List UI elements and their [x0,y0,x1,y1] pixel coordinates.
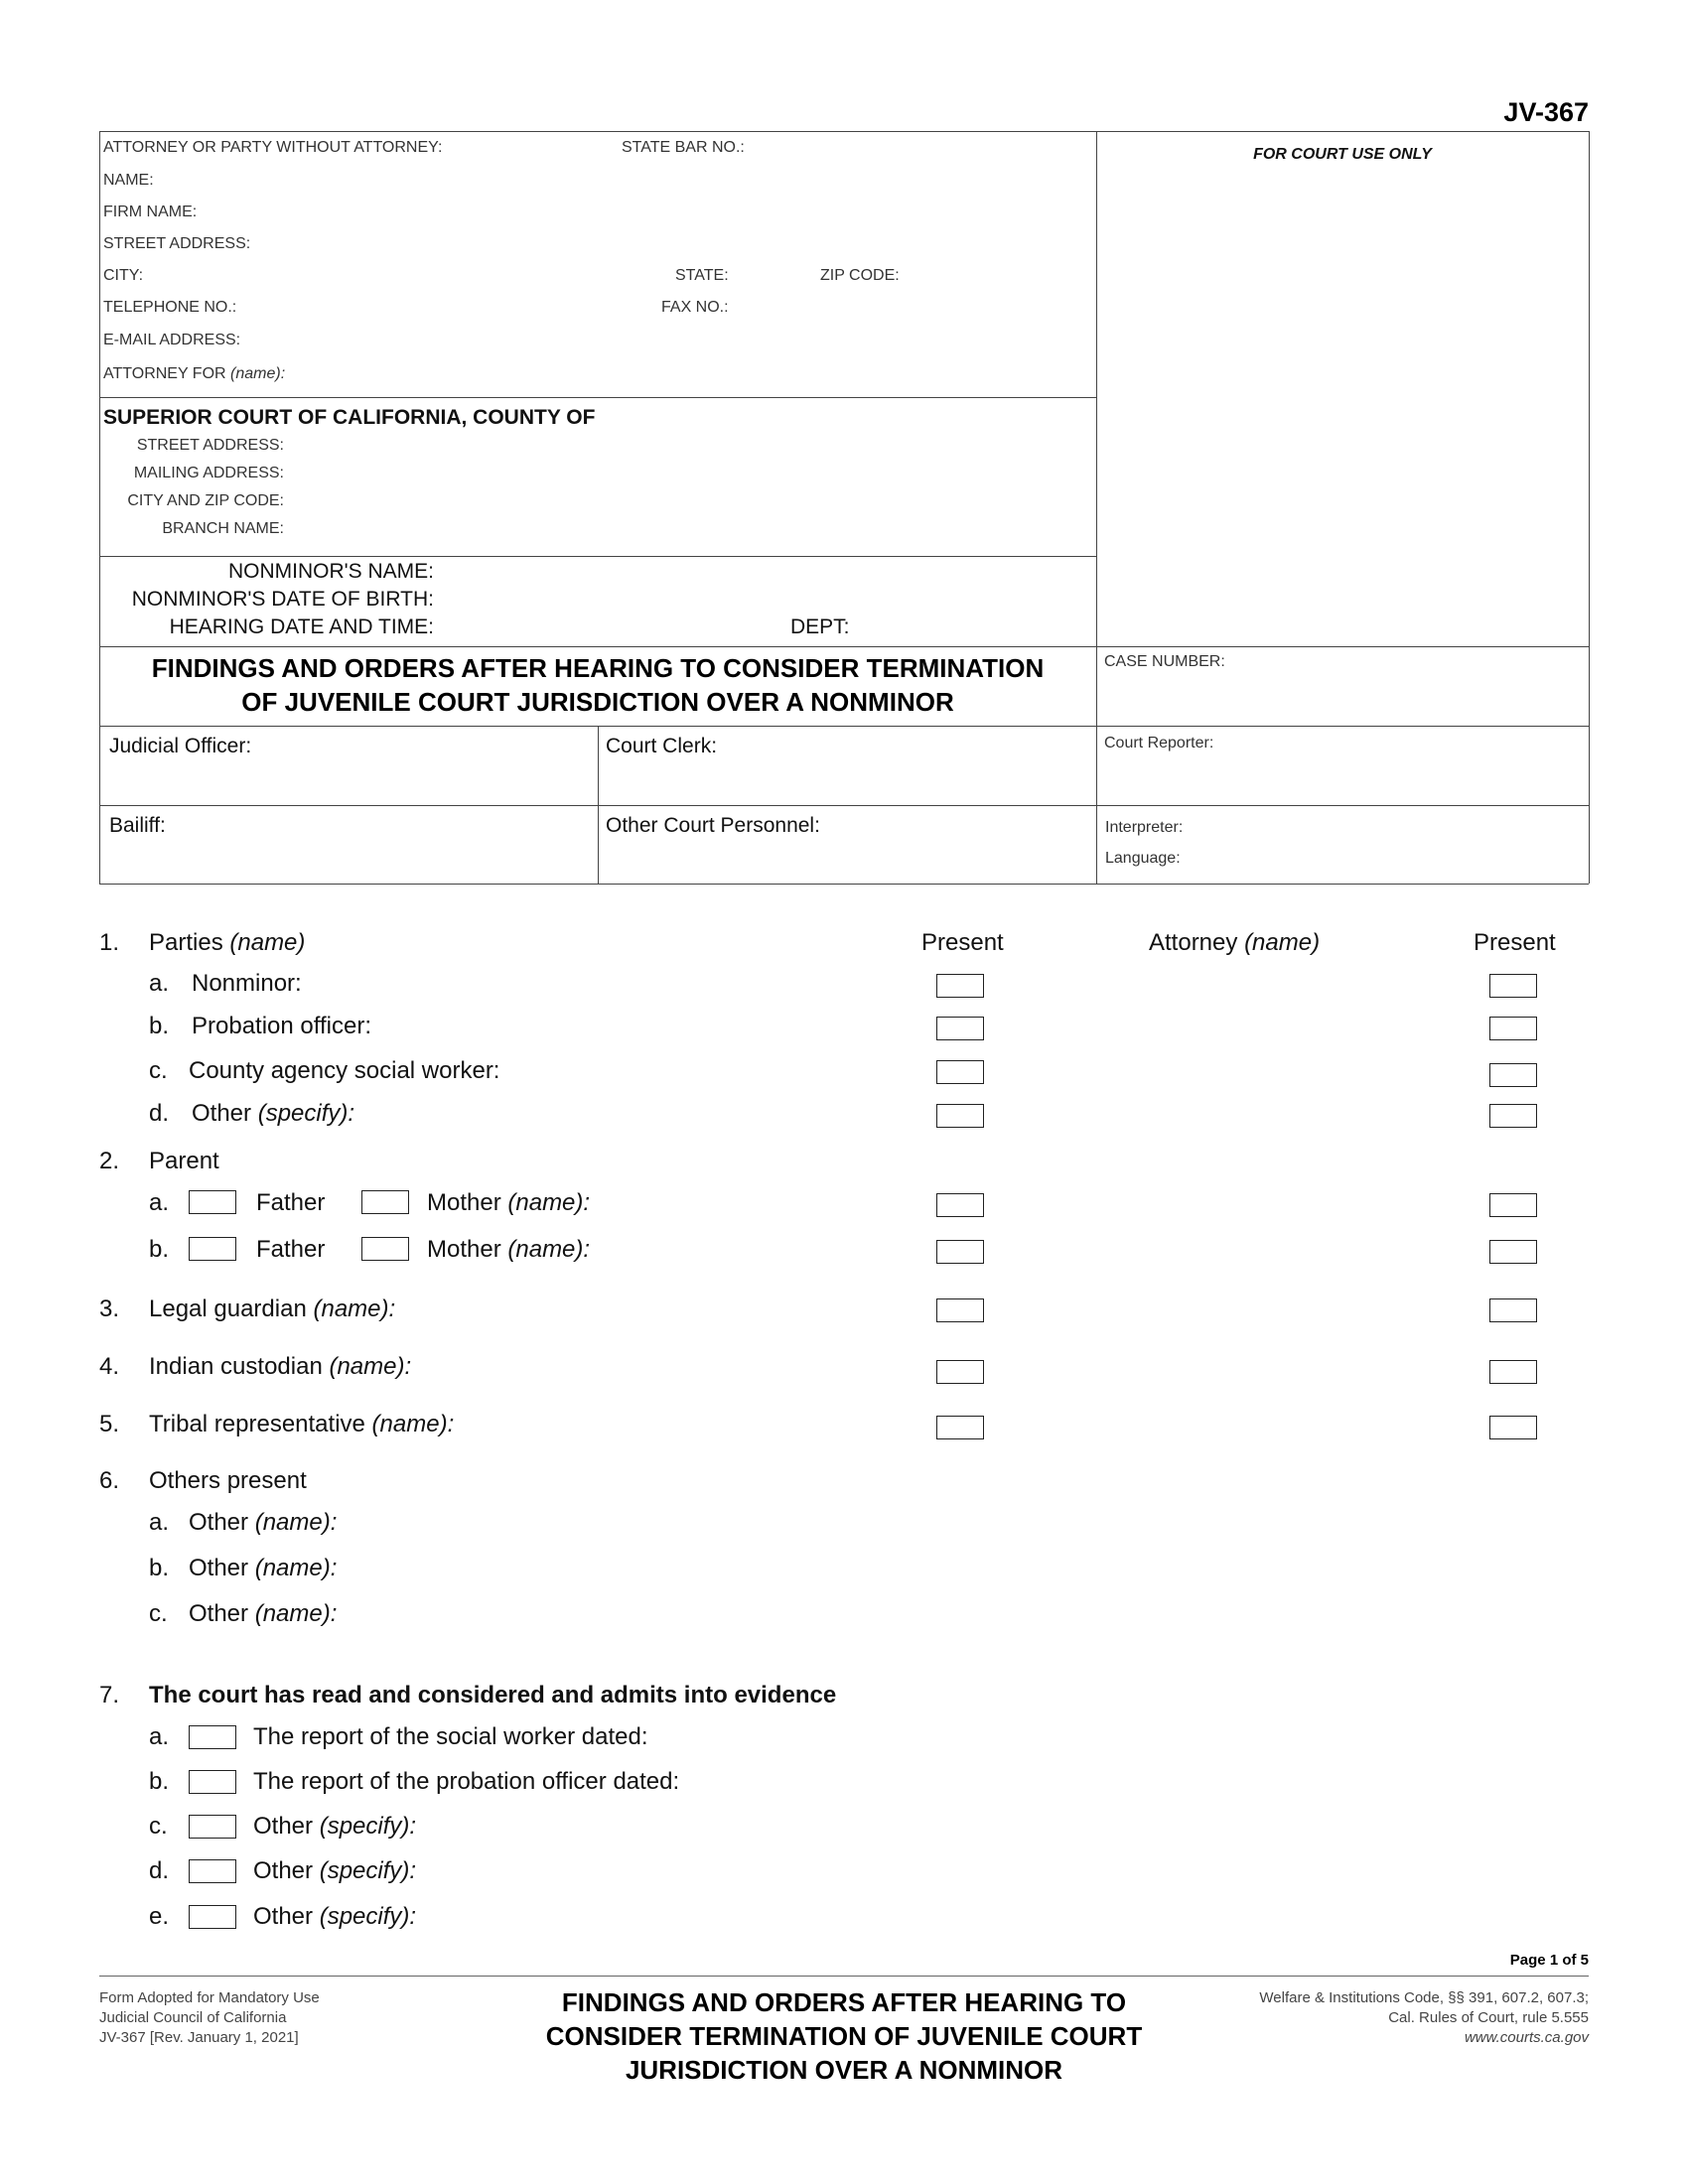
zip-label: ZIP CODE: [820,267,900,284]
section-6-number: 6. [99,1467,120,1494]
item-letter: a. [149,1723,170,1750]
father-b-checkbox[interactable] [189,1237,236,1261]
footer-right-line1: Welfare & Institutions Code, §§ 391, 607.2, 607.3; [1259,1989,1589,2006]
section-5-number: 5. [99,1411,120,1437]
attorney-label: ATTORNEY OR PARTY WITHOUT ATTORNEY: [103,139,443,156]
item-letter: d. [149,1857,170,1884]
parent-b-present-checkbox[interactable] [936,1240,984,1264]
other-text: Other [189,1509,249,1536]
page-number: Page 1 of 5 [1509,1952,1589,1969]
bailiff-label: Bailiff: [109,814,166,837]
social-worker-report-label: The report of the social worker dated: [253,1723,648,1750]
footer-right [1132,1988,1589,2048]
evidence-other-d-label [253,1857,416,1885]
parent-a-attorney-present-checkbox[interactable] [1489,1193,1537,1217]
fax-label: FAX NO.: [661,299,729,316]
social-worker-present-checkbox[interactable] [936,1060,984,1084]
court-use-label: FOR COURT USE ONLY [1253,146,1432,163]
street-label: STREET ADDRESS: [103,235,251,252]
court-reporter-label: Court Reporter: [1104,735,1214,751]
specify-hint: (specify): [319,1813,417,1840]
footer-left-line2: Judicial Council of California [99,2009,287,2026]
specify-hint: (specify): [257,1100,355,1127]
divider [99,805,1589,806]
courts-website-link[interactable]: www.courts.ca.gov [1464,2029,1589,2046]
item-letter: a. [149,970,170,997]
indian-custodian-attorney-present-checkbox[interactable] [1489,1360,1537,1384]
divider [99,726,1589,727]
form-id: JV-367 [1503,97,1589,127]
name-hint: (name): [313,1296,396,1322]
section-1-label [149,929,305,957]
section-7-label: The court has read and considered and admits into evidence [149,1682,837,1708]
present2-column-header: Present [1474,929,1556,956]
item-letter: c. [149,1057,168,1084]
court-title: SUPERIOR COURT OF CALIFORNIA, COUNTY OF [103,406,596,429]
firm-label: FIRM NAME: [103,204,198,220]
judicial-officer-label: Judicial Officer: [109,735,252,757]
section-7-number: 7. [99,1682,120,1708]
name-hint: (name): [329,1353,412,1380]
other-present-c-label [189,1600,337,1628]
item-letter: c. [149,1813,168,1840]
other-text: Other [253,1857,314,1884]
evidence-other-e-label [253,1903,416,1931]
nonminor-present-checkbox[interactable] [936,974,984,998]
name-hint: (name): [254,1555,338,1581]
name-hint: (name): [371,1411,455,1437]
section-2-label: Parent [149,1148,219,1174]
legal-guardian-present-checkbox[interactable] [936,1298,984,1322]
nonminor-label: Nonminor: [192,970,302,997]
item-letter: a. [149,1189,170,1216]
parties-text: Parties [149,929,223,956]
probation-officer-label: Probation officer: [192,1013,371,1039]
footer-title [447,1985,1241,2087]
probation-officer-attorney-present-checkbox[interactable] [1489,1017,1537,1040]
form-title-line2: OF JUVENILE COURT JURISDICTION OVER A NONMINOR [241,687,954,717]
attorney-column-hint: (name) [1244,929,1321,956]
specify-hint: (specify): [319,1857,417,1884]
social-worker-label: County agency social worker: [189,1057,500,1084]
other-text: Other [253,1903,314,1930]
mother-b-checkbox[interactable] [361,1237,409,1261]
divider [1096,131,1097,884]
father-label: Father [256,1189,326,1216]
item-letter: e. [149,1903,170,1930]
other-text: Other [189,1555,249,1581]
hearing-label: HEARING DATE AND TIME: [169,615,434,638]
name-hint: (name): [507,1189,591,1216]
probation-report-label: The report of the probation officer dated: [253,1768,680,1795]
other-present-b-label [189,1555,337,1582]
other-personnel-label: Other Court Personnel: [606,814,820,837]
probation-officer-present-checkbox[interactable] [936,1017,984,1040]
divider [1589,131,1590,884]
email-label: E-MAIL ADDRESS: [103,332,241,348]
mother-a-checkbox[interactable] [361,1190,409,1214]
footer-title-line1: FINDINGS AND ORDERS AFTER HEARING TO [561,1987,1127,2017]
court-clerk-label: Court Clerk: [606,735,718,757]
attorney-for-label [103,365,285,383]
divider [99,646,1589,647]
tribal-rep-present-checkbox[interactable] [936,1416,984,1439]
section-1-number: 1. [99,929,120,956]
nonminor-name-label: NONMINOR'S NAME: [227,560,434,583]
father-label: Father [256,1236,326,1263]
footer-right-line2: Cal. Rules of Court, rule 5.555 [1388,2009,1589,2026]
form-title [99,651,1096,719]
other-text: Other [189,1600,249,1627]
divider [598,726,599,884]
attorney-for-text: ATTORNEY FOR [103,365,226,382]
case-number-label: CASE NUMBER: [1104,653,1225,670]
social-worker-attorney-present-checkbox[interactable] [1489,1063,1537,1087]
mailing-label: MAILING ADDRESS: [133,465,284,481]
legal-guardian-attorney-present-checkbox[interactable] [1489,1298,1537,1322]
other-party-label [192,1100,354,1128]
branch-label: BRANCH NAME: [162,520,284,537]
footer-left [99,1988,320,2048]
item-letter: b. [149,1013,170,1039]
specify-hint: (specify): [319,1903,417,1930]
attorney-column-header [1149,929,1320,957]
parent-a-present-checkbox[interactable] [936,1193,984,1217]
item-letter: c. [149,1600,168,1627]
name-hint: (name): [507,1236,591,1263]
other-text: Other [253,1813,314,1840]
item-letter: a. [149,1509,170,1536]
telephone-label: TELEPHONE NO.: [103,299,237,316]
mother-text: Mother [427,1236,501,1263]
item-letter: b. [149,1768,170,1795]
language-label: Language: [1105,850,1181,867]
indian-custodian-label [149,1353,411,1381]
item-letter: b. [149,1236,170,1263]
form-title-line1: FINDINGS AND ORDERS AFTER HEARING TO CONSIDER TERMINATION [151,653,1045,683]
section-2-number: 2. [99,1148,120,1174]
item-letter: d. [149,1100,170,1127]
nonminor-dob-label: NONMINOR'S DATE OF BIRTH: [131,588,434,611]
tribal-rep-text: Tribal representative [149,1411,365,1437]
footer-divider [99,1976,1589,1977]
mother-label [427,1236,590,1264]
state-label: STATE: [675,267,729,284]
footer-title-line2: CONSIDER TERMINATION OF JUVENILE COURT [545,2021,1143,2051]
section-4-number: 4. [99,1353,120,1380]
nonminor-attorney-present-checkbox[interactable] [1489,974,1537,998]
evidence-other-d-checkbox[interactable] [189,1859,236,1883]
tribal-rep-label [149,1411,454,1438]
evidence-other-c-checkbox[interactable] [189,1815,236,1839]
attorney-for-hint: (name): [230,365,286,382]
parent-b-attorney-present-checkbox[interactable] [1489,1240,1537,1264]
name-hint: (name): [254,1600,338,1627]
city-label: CITY: [103,267,144,284]
legal-guardian-label [149,1296,395,1323]
other-present-a-label [189,1509,337,1537]
attorney-column-text: Attorney [1149,929,1238,956]
state-bar-label: STATE BAR NO.: [622,139,745,156]
section-6-label: Others present [149,1467,307,1494]
present-column-header: Present [921,929,1004,956]
divider [99,884,1589,885]
other-party-present-checkbox[interactable] [936,1104,984,1128]
divider [99,131,1589,132]
parties-hint: (name) [229,929,306,956]
footer-left-line1: Form Adopted for Mandatory Use [99,1989,320,2006]
dept-label: DEPT: [790,615,850,638]
name-label: NAME: [103,172,154,189]
divider [99,556,1096,557]
footer-title-line3: JURISDICTION OVER A NONMINOR [625,2055,1063,2085]
evidence-other-c-label [253,1813,416,1841]
city-zip-label: CITY AND ZIP CODE: [127,492,284,509]
other-party-attorney-present-checkbox[interactable] [1489,1104,1537,1128]
indian-custodian-present-checkbox[interactable] [936,1360,984,1384]
indian-custodian-text: Indian custodian [149,1353,323,1380]
divider [99,131,100,884]
name-hint: (name): [254,1509,338,1536]
mother-label [427,1189,590,1217]
tribal-rep-attorney-present-checkbox[interactable] [1489,1416,1537,1439]
probation-report-checkbox[interactable] [189,1770,236,1794]
father-a-checkbox[interactable] [189,1190,236,1214]
section-3-number: 3. [99,1296,120,1322]
divider [99,397,1096,398]
social-worker-report-checkbox[interactable] [189,1725,236,1749]
interpreter-label: Interpreter: [1105,819,1184,836]
item-letter: b. [149,1555,170,1581]
other-text: Other [192,1100,252,1127]
footer-left-line3: JV-367 [Rev. January 1, 2021] [99,2029,299,2046]
court-street-label: STREET ADDRESS: [136,437,284,454]
evidence-other-e-checkbox[interactable] [189,1905,236,1929]
mother-text: Mother [427,1189,501,1216]
legal-guardian-text: Legal guardian [149,1296,307,1322]
